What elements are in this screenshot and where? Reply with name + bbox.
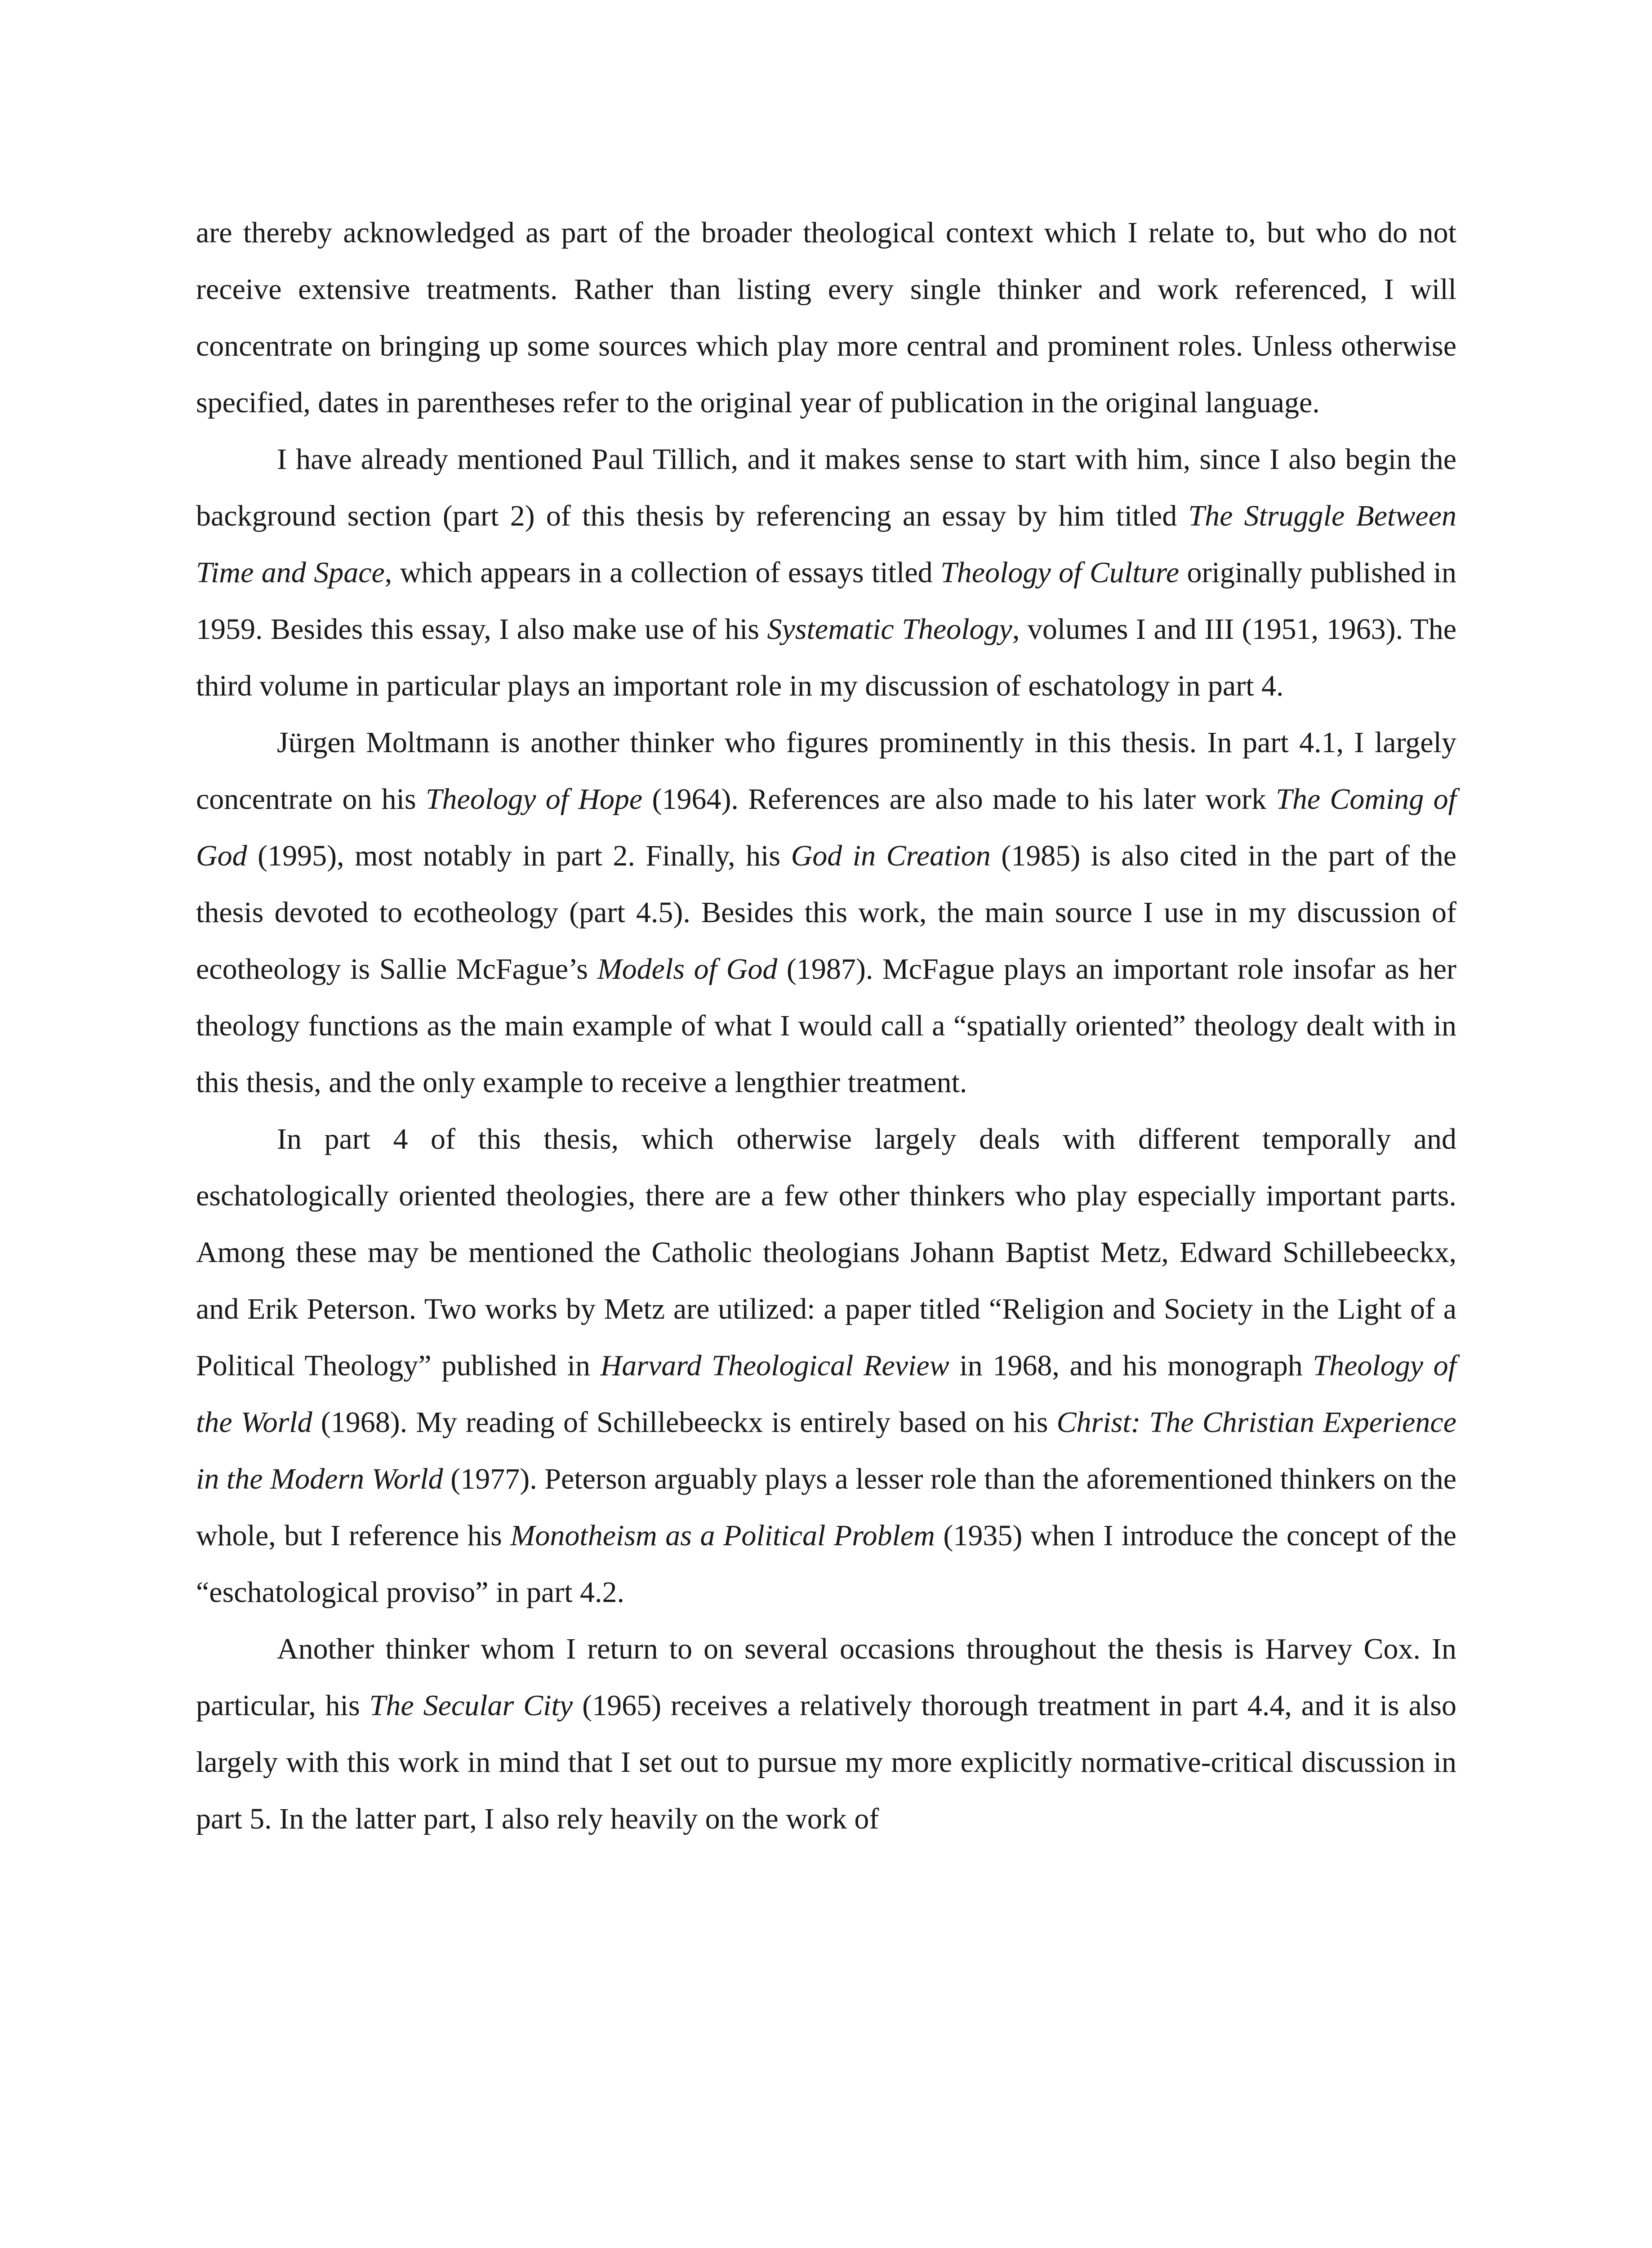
text-run: I have already mentioned Paul Tillich, and it makes sense to start with him, since I also begin the background section (part 2) of this thesis by referencing an essay by him titled [196,443,1456,532]
text-run: (1965) receives a relatively thorough treatment in part 4.4, and it is also largely with this work in mind that I set out to pursue my more explicitly normative-critical discussion in part 5. In the latter part, I also rely heavily on the work of [196,1689,1456,1835]
text-run: are thereby acknowledged as part of the broader theological context which I relate to, but who do not receive extensive treatments. Rather than listing every single thinker and work referenced, I will concentrate on bringing up some sources which play more central and prominent roles. Unless otherwise specified, dates in parentheses refer to the original year of publication in the original language. [196,216,1456,419]
text-run: (1995), most notably in part 2. Finally, his [247,839,791,872]
italic-title: The Coming of God [196,783,1456,872]
text-run: Jürgen Moltmann is another thinker who figures prominently in this thesis. In part 4.1, I largely concentrate on his [196,726,1456,816]
paragraph [196,431,1456,714]
text-run: (1977). Peterson arguably plays a lesser role than the aforementioned thinkers on the whole, but I reference his [196,1463,1456,1552]
text-run: originally published in 1959. Besides this essay, I also make use of his [196,556,1457,646]
italic-title: The Secular City [369,1689,573,1722]
italic-title: Theology of the World [196,1349,1456,1439]
paragraph [196,205,1456,431]
text-run: (1987). McFague plays an important role insofar as her theology functions as the main example of what I would call a “spatially oriented” theology dealt with in this thesis, and the only example to receive a lengthier treatment. [196,953,1457,1099]
text-run: In part 4 of this thesis, which otherwise largely deals with different temporally and eschatologically oriented theologies, there are a few other thinkers who play especially important parts. Among these may be mentioned the Catholic theologians Johann Baptist Metz, Edward Schillebeeckx, and Erik Peterson. Two works by Metz are utilized: a paper titled “Religion and Society in the Light of a Political Theology” published in [196,1123,1456,1382]
text-run: , volumes I and III (1951, 1963). The third volume in particular plays an important role in my discussion of eschatology in part 4. [196,613,1457,702]
text-run: (1985) is also cited in the part of the thesis devoted to ecotheology (part 4.5). Besides this work, the main source I use in my discussion of ecotheology is Sallie McFague’s [196,839,1456,986]
text-run: , which appears in a collection of essays titled [384,556,941,589]
paragraph [196,1621,1456,1847]
italic-title: Monotheism as a Political Problem [510,1519,935,1552]
italic-title: Theology of Hope [425,783,643,816]
italic-title: God in Creation [791,839,991,872]
paragraph [196,714,1456,1111]
italic-title: Models of God [597,953,778,986]
text-run: (1968). My reading of Schillebeeckx is entirely based on his [312,1406,1057,1439]
italic-title: Harvard Theological Review [600,1349,949,1382]
text-run: in 1968, and his monograph [949,1349,1313,1382]
paragraph [196,1111,1456,1621]
italic-title: Christ: The Christian Experience in the Modern World [196,1406,1456,1495]
text-run: (1964). References are also made to his later work [642,783,1276,816]
text-run: (1935) when I introduce the concept of the “eschatological proviso” in part 4.2. [196,1519,1457,1609]
italic-title: Theology of Culture [940,556,1180,589]
body-text [196,205,1456,1847]
italic-title: Systematic Theology [767,613,1012,646]
italic-title: The Struggle Between Time and Space [196,500,1456,589]
text-run: Another thinker whom I return to on several occasions throughout the thesis is Harvey Cox. In particular, his [196,1632,1456,1722]
